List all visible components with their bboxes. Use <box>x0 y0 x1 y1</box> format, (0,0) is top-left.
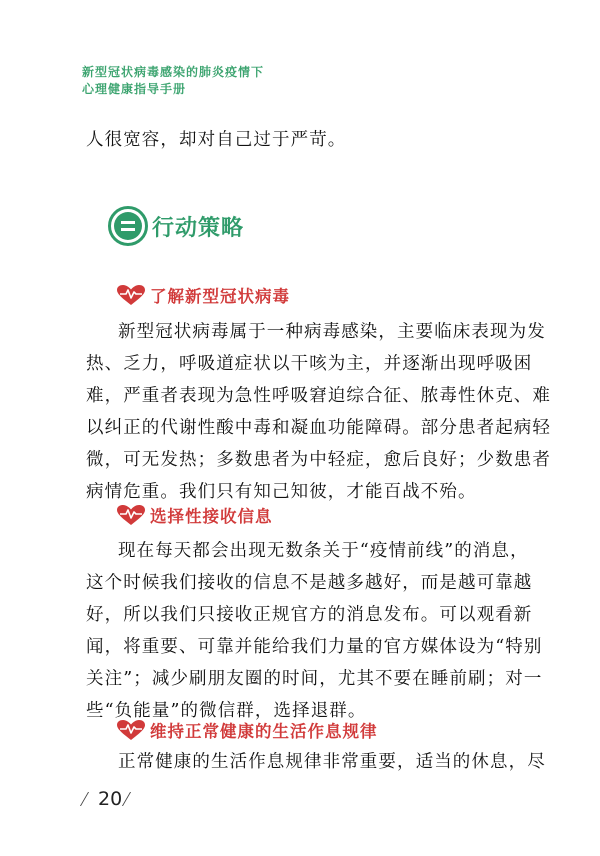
heart-pulse-icon <box>116 284 146 306</box>
paragraph-3-line-1: 正常健康的生活作息规律非常重要，适当的休息，尽 <box>118 752 546 772</box>
heart-pulse-icon <box>116 719 146 741</box>
paragraph-2-line-2: 这个时候我们接收的信息不是越多越好，而是越可靠越 <box>86 573 533 593</box>
paragraph-1-line-3: 难，严重者表现为急性呼吸窘迫综合征、脓毒性休克、难 <box>86 386 551 406</box>
section-heading <box>108 206 244 246</box>
paragraph-1-line-5: 微，可无发热；多数患者为中轻症，愈后良好；少数患者 <box>86 450 551 470</box>
subsection-title-1: 了解新型冠状病毒 <box>150 287 290 306</box>
subsection-heading-1 <box>116 283 290 307</box>
page-number-value: 20 <box>98 788 123 810</box>
subsection-title-3: 维持正常健康的生活作息规律 <box>150 722 378 741</box>
subsection-heading-2 <box>116 503 273 527</box>
section-title: 行动策略 <box>152 215 245 241</box>
paragraph-2-line-3: 好，所以我们只接收正规官方的消息发布。可以观看新 <box>86 605 533 625</box>
subsection-heading-3 <box>116 718 378 742</box>
paragraph-1-line-6: 病情危重。我们只有知己知彼，才能百战不殆。 <box>86 482 477 502</box>
paragraph-1-line-2: 热、乏力，呼吸道症状以干咳为主，并逐渐出现呼吸困 <box>86 354 533 374</box>
paragraph-2-line-6: 些“负能量”的微信群，选择退群。 <box>86 701 367 721</box>
subsection-title-2: 选择性接收信息 <box>150 507 273 526</box>
heart-pulse-icon <box>116 504 146 526</box>
paragraph-1-line-1: 新型冠状病毒属于一种病毒感染，主要临床表现为发 <box>118 322 546 342</box>
intro-line: 人很宽容，却对自己过于严苛。 <box>86 130 347 150</box>
header-line-1: 新型冠状病毒感染的肺炎疫情下 <box>82 65 265 79</box>
paragraph-1-line-4: 以纠正的代谢性酸中毒和凝血功能障碍。部分患者起病轻 <box>86 418 551 438</box>
slash-divider-icon <box>122 792 140 806</box>
circle-number-two-icon <box>108 206 148 246</box>
paragraph-2-line-4: 闻，将重要、可靠并能给我们力量的官方媒体设为“特别 <box>86 637 543 657</box>
running-header <box>82 64 264 98</box>
header-line-2: 心理健康指导手册 <box>82 82 187 96</box>
page-number <box>80 788 140 810</box>
slash-divider-icon <box>80 792 98 806</box>
paragraph-2-line-1: 现在每天都会出现无数条关于“疫情前线”的消息， <box>118 541 529 561</box>
paragraph-2-line-5: 关注”；减少刷朋友圈的时间，尤其不要在睡前刷；对一 <box>86 669 543 689</box>
